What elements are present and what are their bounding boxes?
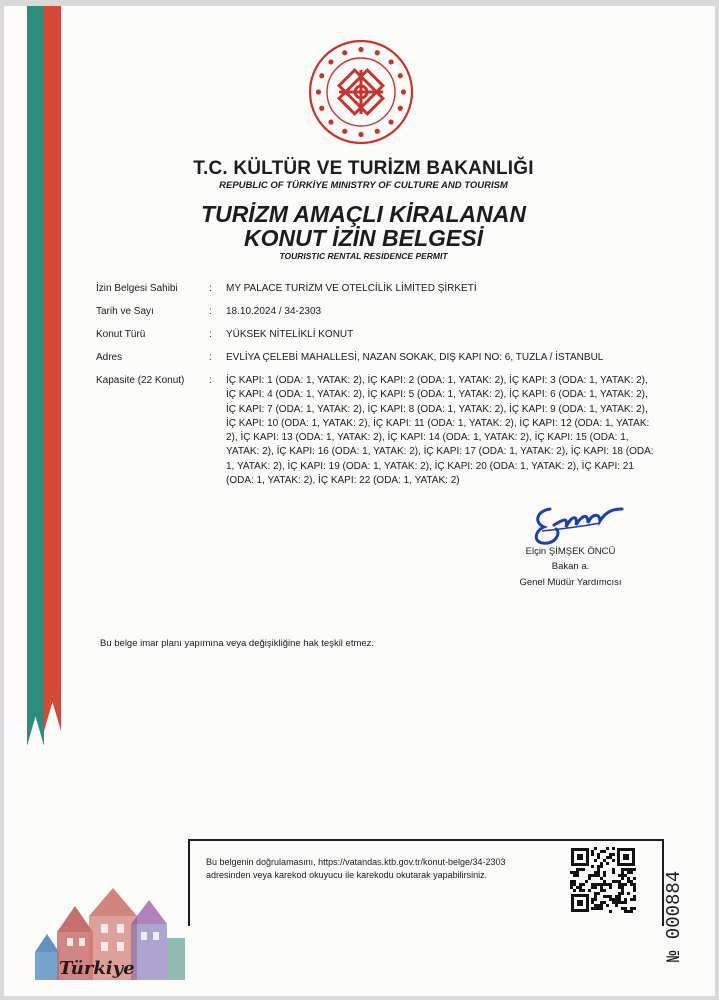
red-ribbon [44,6,61,731]
signer-name: Elçin ŞİMŞEK ÖNCÜ [525,546,616,557]
emblem-star [401,89,406,94]
permit-fields [96,282,656,497]
verification-line1[interactable]: Bu belgenin doğrulamasını, https://vatandas.ktb.gov.tr/konut-belge/34-2303 [206,857,506,867]
ministry-title: T.C. KÜLTÜR VE TURİZM BAKANLIĞI [193,158,534,179]
emblem-star [358,47,363,52]
verification-box [188,839,664,926]
document-title-line2: KONUT İZİN BELGESİ [244,225,483,251]
verification-text [206,856,546,882]
emblem-star [388,59,393,64]
emblem-star [319,73,324,78]
emblem-star [388,119,393,124]
turkiye-logo-text: Türkiye [59,958,135,979]
emblem-star [342,129,347,134]
green-ribbon [27,6,44,746]
ministry-emblem-icon [307,38,415,146]
field-row-date [96,305,656,319]
field-colon: : [209,375,212,386]
document-title-line1: TURİZM AMAÇLI KİRALANAN [201,201,526,227]
emblem-star [398,106,403,111]
serial-number: № 000884 [663,870,685,962]
emblem-star [342,50,347,55]
emblem-star [398,73,403,78]
permit-document [4,6,715,996]
ministry-title-en: REPUBLIC OF TÜRKİYE MINISTRY OF CULTURE AND TOURISM [219,180,508,191]
verification-line2: adresinden veya karekod okuyucu ile karekodu okutarak yapabilirsiniz. [206,870,488,880]
signature-icon [530,501,625,549]
signer-line2: Bakan a. [551,561,590,572]
field-colon: : [209,306,212,317]
field-value: İÇ KAPI: 1 (ODA: 1, YATAK: 2), İÇ KAPI: 2 (ODA: 1, YATAK: 2), İÇ KAPI: 3 (ODA: 1, YATAK: 2), İÇ KAPI: 4 (ODA: 1, YATAK: 2), İÇ KAPI: 5 (ODA: 1, YATAK: 2), İÇ KAPI: 6 (ODA: 1, YATAK: 2), İÇ KAPI: 7 (ODA: 1, YATAK: 2), İÇ KAPI: 8 (ODA: 1, YATAK: 2), İÇ KAPI: 9 (ODA: 1, YATAK: 2), İÇ KAPI: 10 (ODA: 1, YATAK: 2), İÇ KAPI: 11 (ODA: 1, YATAK: 2), İÇ KAPI: 12 (ODA: 1, YATAK: 2), İÇ KAPI: 13 (ODA: 1, YATAK: 2), İÇ KAPI: 14 (ODA: 1, YATAK: 2), İÇ KAPI: 15 (ODA: 1, YATAK: 2), İÇ KAPI: 16 (ODA: 1, YATAK: 2), İÇ KAPI: 17 (ODA: 1, YATAK: 2), İÇ KAPI: 18 (ODA: 1, YATAK: 2), İÇ KAPI: 19 (ODA: 1, YATAK: 2), İÇ KAPI: 20 (ODA: 1, YATAK: 2), İÇ KAPI: 21 (ODA: 1, YATAK: 2), İÇ KAPI: 22 (ODA: 1, YATAK: 2) [226,375,654,487]
emblem-star [316,89,321,94]
field-row-capacity [96,374,656,488]
field-label: İzin Belgesi Sahibi [96,283,178,294]
serial-number-wrap [663,870,719,984]
emblem-star [319,106,324,111]
legal-note: Bu belge imar planı yapımına veya değişikliğine hak teşkil etmez. [100,638,375,649]
field-colon: : [209,283,212,294]
field-label: Tarih ve Sayı [96,306,154,317]
field-label: Adres [96,352,123,363]
field-label: Konut Türü [96,329,146,340]
field-row-type [96,328,656,342]
emblem-star [358,132,363,137]
field-label: Kapasite (22 Konut) [96,375,185,386]
emblem-star [375,129,380,134]
document-title-en: TOURISTIC RENTAL RESIDENCE PERMIT [279,251,448,261]
turkiye-logo-icon [27,872,187,982]
field-value: 18.10.2024 / 34-2303 [226,306,322,317]
field-colon: : [209,352,212,363]
emblem-star [375,50,380,55]
qr-code-icon[interactable] [570,847,636,913]
field-row-address [96,351,656,365]
field-row-owner [96,282,656,296]
field-value: YÜKSEK NİTELİKLİ KONUT [226,329,354,340]
signer-title: Genel Müdür Yardımcısı [519,577,622,588]
field-value: EVLİYA ÇELEBİ MAHALLESİ, NAZAN SOKAK, DIŞ KAPI NO: 6, TUZLA / İSTANBUL [226,352,604,363]
emblem-star [328,59,333,64]
emblem-star [328,119,333,124]
field-value: MY PALACE TURİZM VE OTELCİLİK LİMİTED ŞİRKETİ [226,283,477,294]
field-colon: : [209,329,212,340]
